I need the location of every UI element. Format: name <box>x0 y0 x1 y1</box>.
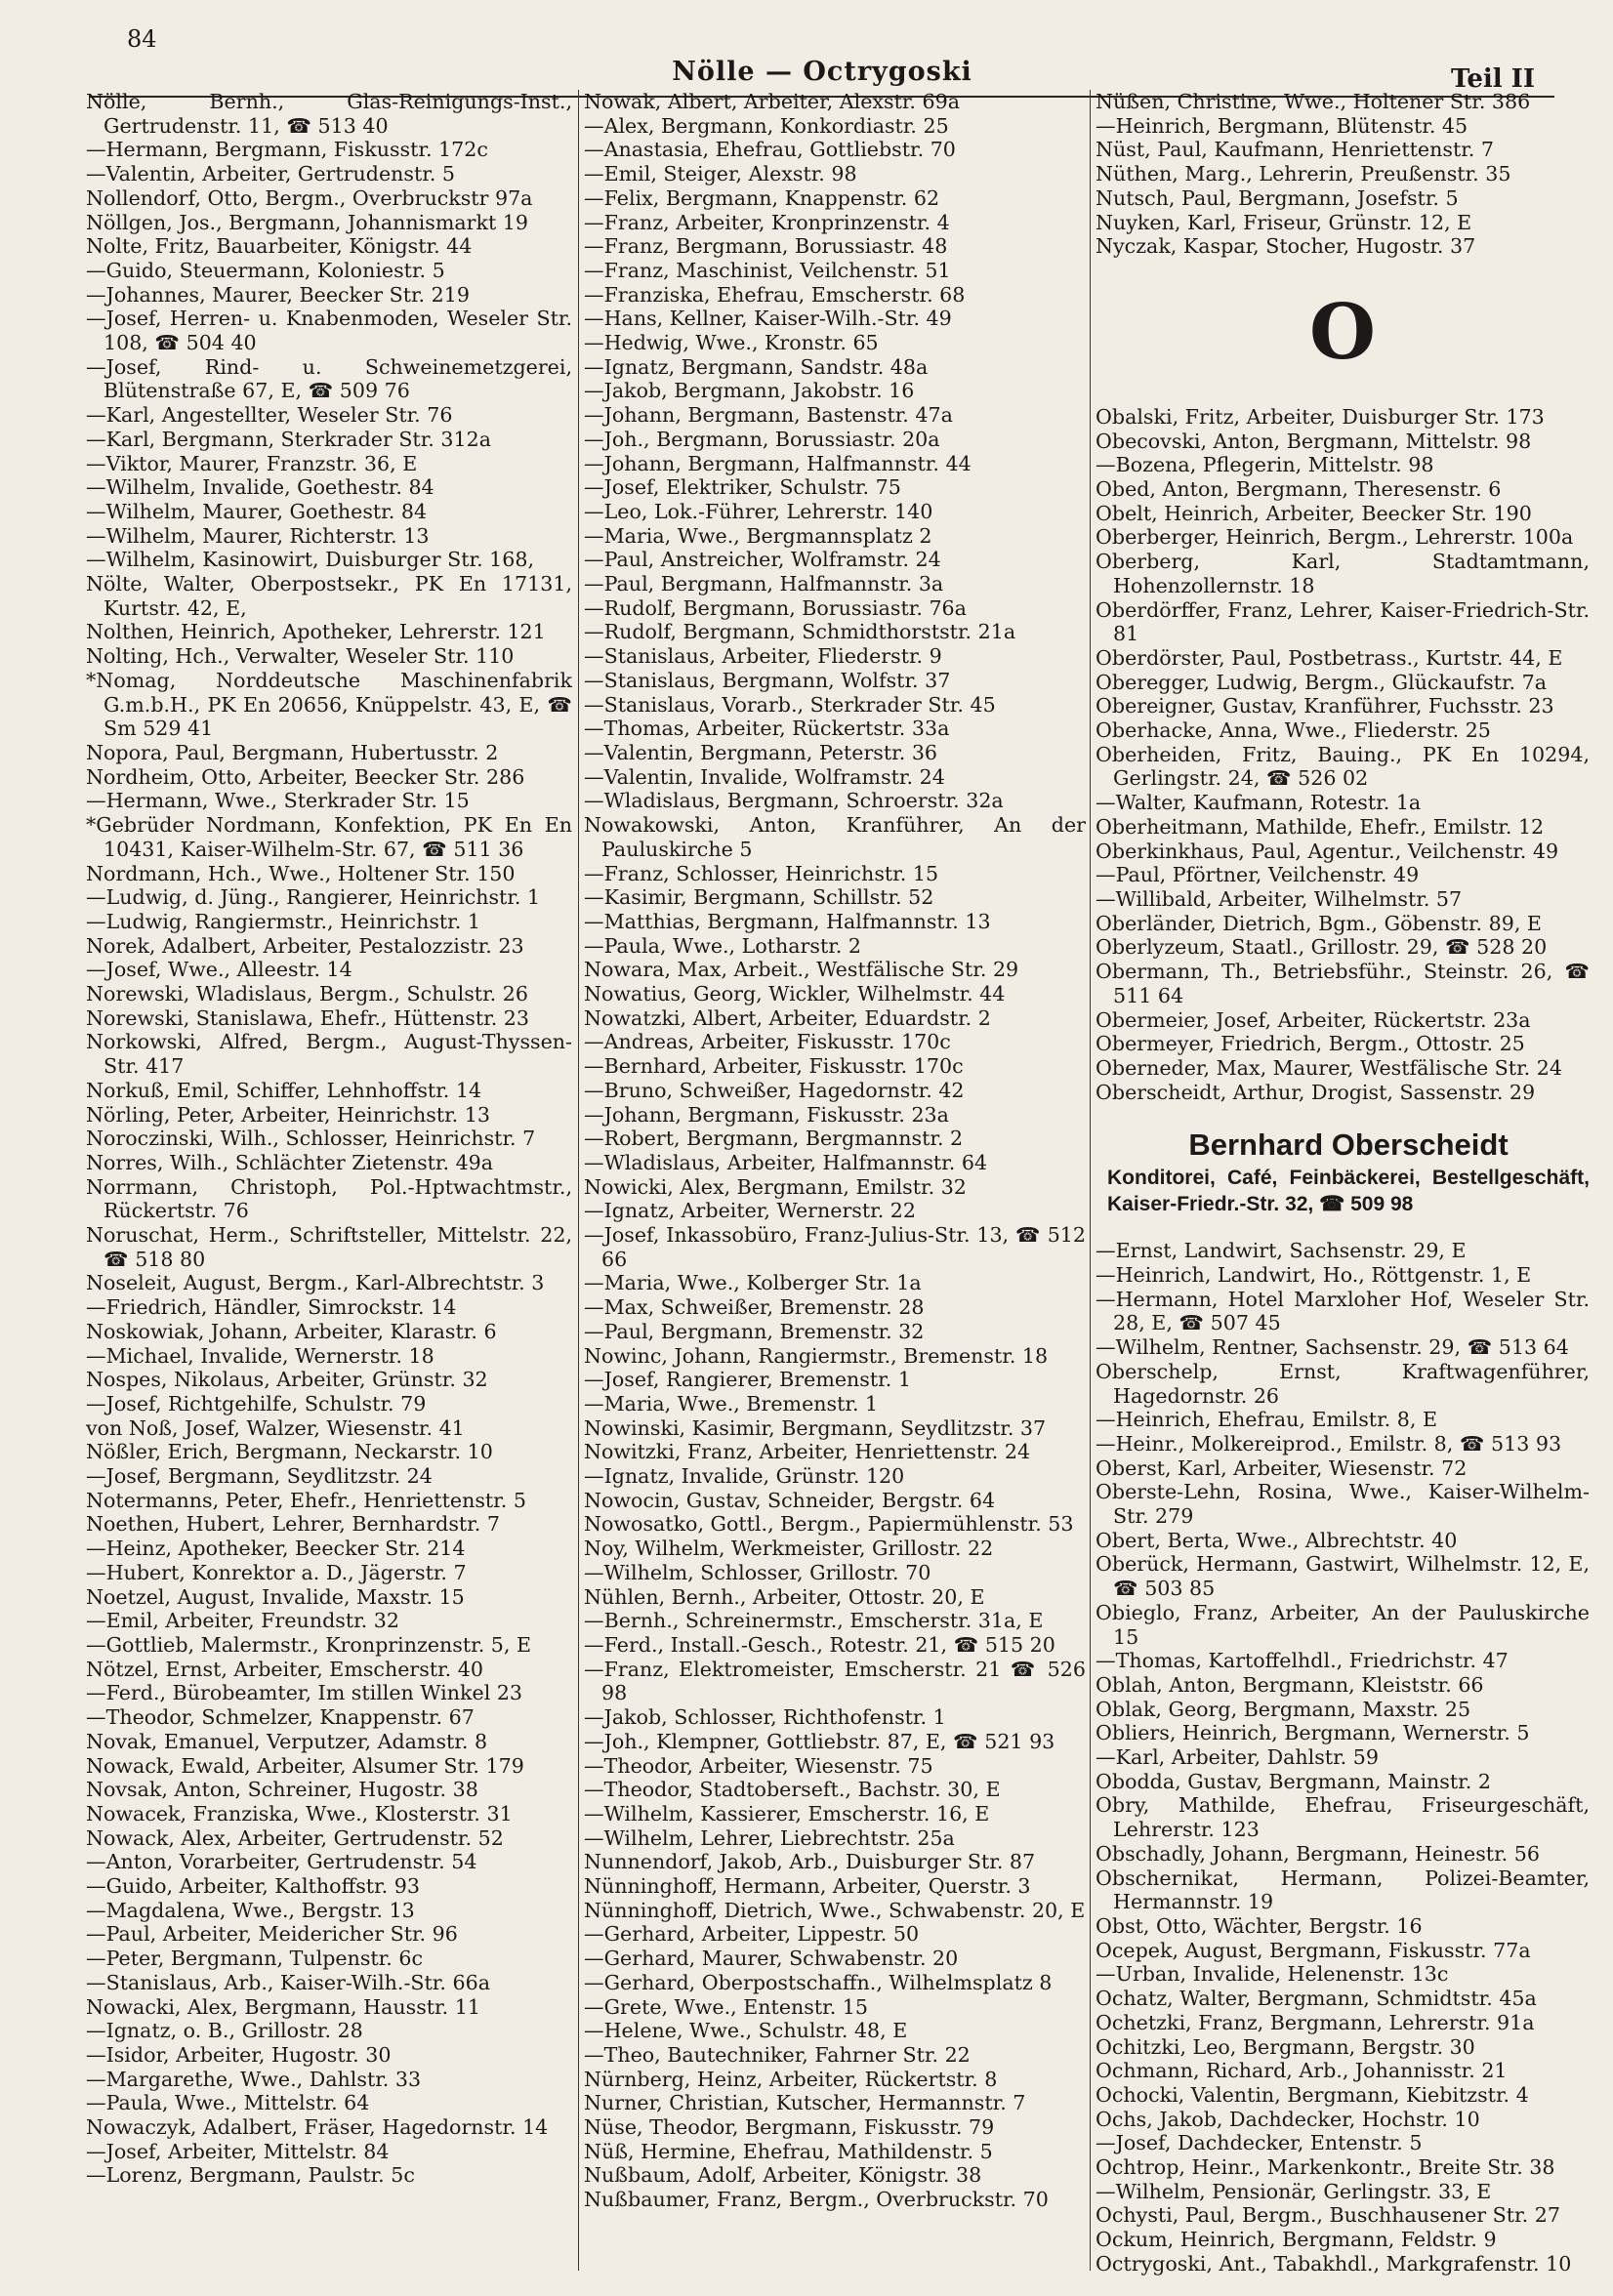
directory-entry: Ochatz, Walter, Bergmann, Schmidtstr. 45a <box>1096 1987 1537 2011</box>
directory-entry: Nutsch, Paul, Bergmann, Josefstr. 5 <box>1096 185 1459 210</box>
directory-entry: —Karl, Arbeiter, Dahlstr. 59 <box>1096 1745 1379 1770</box>
directory-entry: —Ferd., Bürobeamter, Im stillen Winkel 23 <box>86 1681 523 1705</box>
directory-entry: Obermeyer, Friedrich, Bergm., Ottostr. 25 <box>1096 1032 1525 1056</box>
directory-entry: Nußbaum, Adolf, Arbeiter, Königstr. 38 <box>584 2163 982 2188</box>
directory-entry: —Ignatz, Arbeiter, Wernerstr. 22 <box>584 1199 917 1223</box>
directory-entry: Nowinc, Johann, Rangiermstr., Bremenstr. 18 <box>584 1343 1049 1368</box>
directory-entry: —Johann, Bergmann, Fiskusstr. 23a <box>584 1102 949 1127</box>
directory-entry: Oblak, Georg, Bergmann, Maxstr. 25 <box>1096 1697 1471 1721</box>
directory-entry: Oberhacke, Anna, Wwe., Fliederstr. 25 <box>1096 718 1491 743</box>
directory-entry: Nowocin, Gustav, Schneider, Bergstr. 64 <box>584 1488 996 1512</box>
directory-entry: —Anastasia, Ehefrau, Gottliebstr. 70 <box>584 138 956 162</box>
directory-entry: —Bernh., Schreinermstr., Emscherstr. 31a, E <box>584 1609 1044 1633</box>
directory-entry: —Maria, Wwe., Kolberger Str. 1a <box>584 1271 922 1295</box>
directory-entry: Norrmann, Christoph, Pol.-Hptwachtmstr., Rückertstr. 76 <box>86 1174 572 1223</box>
directory-entry: —Valentin, Bergmann, Peterstr. 36 <box>584 740 938 764</box>
directory-entry: Obst, Otto, Wächter, Bergstr. 16 <box>1096 1914 1423 1938</box>
directory-entry: —Franz, Schlosser, Heinrichstr. 15 <box>584 861 939 885</box>
directory-entry: Oberst, Karl, Arbeiter, Wiesenstr. 72 <box>1096 1456 1468 1480</box>
column-2 <box>584 90 1086 2212</box>
directory-entry: Nurner, Christian, Kutscher, Hermannstr. 7 <box>584 2091 1026 2115</box>
directory-entry: —Emil, Arbeiter, Freundstr. 32 <box>86 1609 399 1633</box>
directory-entry: Novak, Emanuel, Verputzer, Adamstr. 8 <box>86 1729 488 1753</box>
directory-entry: —Johann, Bergmann, Bastenstr. 47a <box>584 403 953 428</box>
directory-entry: —Hubert, Konrektor a. D., Jägerstr. 7 <box>86 1560 467 1584</box>
directory-entry: Noy, Wilhelm, Werkmeister, Grillostr. 22 <box>584 1537 994 1561</box>
directory-entry: —Karl, Bergmann, Sterkrader Str. 312a <box>86 427 491 451</box>
directory-entry: —Margarethe, Wwe., Dahlstr. 33 <box>86 2067 422 2091</box>
directory-entry: —Joh., Bergmann, Borussiastr. 20a <box>584 427 940 451</box>
directory-entry: —Josef, Inkassobüro, Franz-Julius-Str. 13, ☎ 512 66 <box>584 1223 1086 1271</box>
directory-entry: Norkowski, Alfred, Bergm., August-Thyssen-Str. 417 <box>86 1030 572 1079</box>
directory-entry: Oblah, Anton, Bergmann, Kleiststr. 66 <box>1096 1672 1484 1697</box>
directory-entry: Obelt, Heinrich, Arbeiter, Beecker Str. 190 <box>1096 501 1532 525</box>
directory-entry: Oberberger, Heinrich, Bergm., Lehrerstr. 100a <box>1096 525 1574 550</box>
directory-entry: —Maria, Wwe., Bremenstr. 1 <box>584 1391 879 1415</box>
directory-entry: —Josef, Bergmann, Seydlitzstr. 24 <box>86 1464 433 1489</box>
directory-entry: —Josef, Elektriker, Schulstr. 75 <box>584 475 901 500</box>
directory-entry: —Wilhelm, Lehrer, Liebrechtstr. 25a <box>584 1825 955 1850</box>
directory-entry: Notermanns, Peter, Ehefr., Henriettenstr. 5 <box>86 1488 526 1512</box>
directory-entry: —Ferd., Install.-Gesch., Rotestr. 21, ☎ 515 20 <box>584 1633 1055 1657</box>
directory-entry: —Ignatz, Bergmann, Sandstr. 48a <box>584 354 929 379</box>
directory-entry: Oberdörffer, Franz, Lehrer, Kaiser-Friedrich-Str. 81 <box>1096 597 1590 646</box>
directory-entry: Ochetzki, Franz, Bergmann, Lehrerstr. 91a <box>1096 2010 1535 2034</box>
directory-entry: —Ludwig, Rangiermstr., Heinrichstr. 1 <box>86 909 480 933</box>
directory-entry: Nowak, Albert, Arbeiter, Alexstr. 69a <box>584 90 961 113</box>
section-letter: O <box>1309 287 1376 377</box>
directory-entry: —Johannes, Maurer, Beecker Str. 219 <box>86 282 470 307</box>
column-divider <box>1090 90 1091 2271</box>
directory-entry: Ochocki, Valentin, Bergmann, Kiebitzstr. 4 <box>1096 2082 1529 2107</box>
directory-entry: —Wilhelm, Schlosser, Grillostr. 70 <box>584 1560 931 1584</box>
directory-entry: —Stanislaus, Vorarb., Sterkrader Str. 45 <box>584 692 996 717</box>
directory-entry: —Paul, Pförtner, Veilchenstr. 49 <box>1096 863 1420 887</box>
directory-entry: —Franziska, Ehefrau, Emscherstr. 68 <box>584 282 966 307</box>
directory-entry: Obschadly, Johann, Bergmann, Heinestr. 56 <box>1096 1841 1540 1866</box>
directory-entry: —Emil, Steiger, Alexstr. 98 <box>584 162 857 186</box>
column-1 <box>86 90 572 2188</box>
directory-entry: Obed, Anton, Bergmann, Theresenstr. 6 <box>1096 477 1502 502</box>
directory-entry: Oberste-Lehn, Rosina, Wwe., Kaiser-Wilhelm-Str. 279 <box>1096 1480 1590 1529</box>
directory-entry: Norewski, Stanislawa, Ehefr., Hüttenstr. 23 <box>86 1005 530 1030</box>
directory-entry: Nölle, Bernh., Glas-Reinigungs-Inst., Gertrudenstr. 11, ☎ 513 40 <box>86 90 572 138</box>
directory-entry: Nowacki, Alex, Bergmann, Hausstr. 11 <box>86 1994 480 2019</box>
directory-entry: Oberheiden, Fritz, Bauing., PK En 10294, Gerlingstr. 24, ☎ 526 02 <box>1096 742 1590 791</box>
directory-entry: —Grete, Wwe., Entenstr. 15 <box>584 1994 868 2019</box>
directory-entry: —Magdalena, Wwe., Bergstr. 13 <box>86 1898 415 1922</box>
directory-entry: —Urban, Invalide, Helenenstr. 13c <box>1096 1962 1449 1987</box>
directory-entry: Norres, Wilh., Schlächter Zietenstr. 49a <box>86 1150 494 1174</box>
directory-entry: Oberländer, Dietrich, Bgm., Göbenstr. 89, E <box>1096 911 1542 935</box>
directory-entry: Oberheitmann, Mathilde, Ehefr., Emilstr. 12 <box>1096 814 1545 839</box>
directory-entry: Nörling, Peter, Arbeiter, Heinrichstr. 13 <box>86 1102 490 1127</box>
directory-entry: —Robert, Bergmann, Bergmannstr. 2 <box>584 1127 964 1151</box>
directory-entry: Oberneder, Max, Maurer, Westfälische Str. 24 <box>1096 1055 1562 1080</box>
directory-entry: Noroczinski, Wilh., Schlosser, Heinrichstr. 7 <box>86 1127 536 1151</box>
directory-entry: —Paul, Bergmann, Bremenstr. 32 <box>584 1319 925 1343</box>
directory-entry: —Gerhard, Oberpostschaffn., Wilhelmsplatz 8 <box>584 1970 1053 1994</box>
directory-entry: —Josef, Wwe., Alleestr. 14 <box>86 958 352 982</box>
directory-entry: —Paula, Wwe., Lotharstr. 2 <box>584 933 861 958</box>
directory-entry: —Stanislaus, Arb., Kaiser-Wilh.-Str. 66a <box>86 1970 490 1994</box>
directory-entry: —Bernhard, Arbeiter, Fiskusstr. 170c <box>584 1054 964 1079</box>
directory-entry: Nolting, Hch., Verwalter, Weseler Str. 110 <box>86 644 515 669</box>
directory-entry: Nowosatko, Gottl., Bergm., Papiermühlenstr. 53 <box>584 1512 1074 1537</box>
directory-entry: —Thomas, Kartoffelhdl., Friedrichstr. 47 <box>1096 1649 1509 1673</box>
directory-entry: Nowara, Max, Arbeit., Westfälische Str. 29 <box>584 958 1019 982</box>
directory-entry: Noruschat, Herm., Schriftsteller, Mittelstr. 22, ☎ 518 80 <box>86 1223 572 1271</box>
directory-entry: Nühlen, Bernh., Arbeiter, Ottostr. 20, E <box>584 1584 985 1609</box>
directory-entry: —Thomas, Arbeiter, Rückertstr. 33a <box>584 717 950 741</box>
directory-entry: —Hans, Kellner, Kaiser-Wilh.-Str. 49 <box>584 307 952 331</box>
column-3-top <box>1096 90 1590 259</box>
directory-entry: —Walter, Kaufmann, Rotestr. 1a <box>1096 791 1422 815</box>
directory-entry: Nowinski, Kasimir, Bergmann, Seydlitzstr. 37 <box>584 1415 1047 1440</box>
directory-entry: Oberberg, Karl, Stadtamtmann, Hohenzollernstr. 18 <box>1096 550 1590 597</box>
page-number: 84 <box>127 25 157 53</box>
directory-entry: —Friedrich, Händler, Simrockstr. 14 <box>86 1295 457 1320</box>
directory-entry: —Josef, Herren- u. Knabenmoden, Weseler Str. 108, ☎ 504 40 <box>86 307 572 355</box>
directory-entry: Nöllgen, Jos., Bergmann, Johannismarkt 19 <box>86 210 528 234</box>
directory-entry: —Gottlieb, Malermstr., Kronprinzenstr. 5, E <box>86 1633 532 1657</box>
directory-entry: —Jakob, Schlosser, Richthofenstr. 1 <box>584 1705 946 1730</box>
directory-entry: Nowack, Alex, Arbeiter, Gertrudenstr. 52 <box>86 1825 504 1850</box>
directory-entry: Nüß, Hermine, Ehefrau, Mathildenstr. 5 <box>584 2139 993 2163</box>
advertisement <box>1107 1126 1590 1217</box>
directory-entry: —Andreas, Arbeiter, Fiskusstr. 170c <box>584 1030 951 1054</box>
directory-entry: —Franz, Bergmann, Borussiastr. 48 <box>584 234 948 259</box>
directory-entry: —Heinrich, Landwirt, Ho., Röttgenstr. 1, E <box>1096 1263 1532 1288</box>
ad-name: Bernhard Oberscheidt <box>1188 1128 1509 1163</box>
directory-entry: —Ignatz, o. B., Grillostr. 28 <box>86 2019 363 2043</box>
directory-entry: Nordheim, Otto, Arbeiter, Beecker Str. 286 <box>86 764 525 789</box>
directory-entry: Nößler, Erich, Bergmann, Neckarstr. 10 <box>86 1440 493 1464</box>
directory-entry: *Gebrüder Nordmann, Konfektion, PK En En 10431, Kaiser-Wilhelm-Str. 67, ☎ 511 36 <box>86 813 572 861</box>
directory-entry: —Jakob, Bergmann, Jakobstr. 16 <box>584 379 915 403</box>
directory-entry: —Franz, Maschinist, Veilchenstr. 51 <box>584 258 951 282</box>
directory-entry: Ochitzki, Leo, Bergmann, Bergstr. 30 <box>1096 2034 1475 2059</box>
directory-entry: —Wilhelm, Invalide, Goethestr. 84 <box>86 475 434 500</box>
directory-entry: Nüse, Theodor, Bergmann, Fiskusstr. 79 <box>584 2115 995 2140</box>
directory-entry: Norkuß, Emil, Schiffer, Lehnhoffstr. 14 <box>86 1078 482 1102</box>
directory-entry: Obschernikat, Hermann, Polizei-Beamter, Hermannstr. 19 <box>1096 1866 1590 1914</box>
directory-entry: —Heinr., Molkereiprod., Emilstr. 8, ☎ 513 93 <box>1096 1431 1562 1456</box>
directory-entry: —Max, Schweißer, Bremenstr. 28 <box>584 1295 925 1320</box>
directory-entry: Nowakowski, Anton, Kranführer, An der Pauluskirche 5 <box>584 813 1086 861</box>
directory-entry: —Karl, Angestellter, Weseler Str. 76 <box>86 403 453 428</box>
ad-text: Konditorei, Café, Feinbäckerei, Bestellgeschäft, Kaiser-Friedr.-Str. 32, ☎ 509 98 <box>1107 1167 1590 1216</box>
directory-entry: Nunnendorf, Jakob, Arb., Duisburger Str. 87 <box>584 1850 1036 1874</box>
directory-entry: Nüst, Paul, Kaufmann, Henriettenstr. 7 <box>1096 138 1494 162</box>
directory-entry: —Josef, Dachdecker, Entenstr. 5 <box>1096 2131 1423 2155</box>
directory-entry: —Peter, Bergmann, Tulpenstr. 6c <box>86 1947 423 1971</box>
directory-entry: —Gerhard, Arbeiter, Lippestr. 50 <box>584 1922 920 1947</box>
directory-entry: —Stanislaus, Bergmann, Wolfstr. 37 <box>584 668 951 692</box>
directory-entry: —Joh., Klempner, Gottliebstr. 87, E, ☎ 521 93 <box>584 1729 1055 1753</box>
directory-entry: —Rudolf, Bergmann, Borussiastr. 76a <box>584 595 967 620</box>
directory-entry: —Wladislaus, Bergmann, Schroerstr. 32a <box>584 789 1004 813</box>
directory-entry: Nowatzki, Albert, Arbeiter, Eduardstr. 2 <box>584 1005 991 1030</box>
directory-entry: Obereigner, Gustav, Kranführer, Fuchsstr. 23 <box>1096 694 1554 718</box>
directory-entry: Nüthen, Marg., Lehrerin, Preußenstr. 35 <box>1096 162 1511 186</box>
directory-entry: Ochmann, Richard, Arb., Johannisstr. 21 <box>1096 2059 1508 2083</box>
column-3-mid <box>1096 405 1590 1104</box>
directory-entry: Nyczak, Kaspar, Stocher, Hugostr. 37 <box>1096 234 1476 259</box>
directory-entry: —Theodor, Arbeiter, Wiesenstr. 75 <box>584 1753 933 1778</box>
directory-entry: Obliers, Heinrich, Bergmann, Wernerstr. 5 <box>1096 1721 1530 1745</box>
directory-entry: —Hedwig, Wwe., Kronstr. 65 <box>584 331 879 355</box>
directory-entry: Obieglo, Franz, Arbeiter, An der Pauluskirche 15 <box>1096 1600 1590 1649</box>
directory-entry: —Hermann, Bergmann, Fiskusstr. 172c <box>86 138 488 162</box>
directory-entry: —Gerhard, Maurer, Schwabenstr. 20 <box>584 1947 959 1971</box>
directory-entry: von Noß, Josef, Walzer, Wiesenstr. 41 <box>86 1415 465 1440</box>
directory-entry: —Ludwig, d. Jüng., Rangierer, Heinrichstr. 1 <box>86 885 541 910</box>
directory-entry: —Michael, Invalide, Wernerstr. 18 <box>86 1343 434 1368</box>
directory-entry: —Paul, Bergmann, Halfmannstr. 3a <box>584 572 944 596</box>
directory-entry: —Ignatz, Invalide, Grünstr. 120 <box>584 1464 905 1489</box>
directory-entry: Obert, Berta, Wwe., Albrechtstr. 40 <box>1096 1528 1458 1552</box>
column-3-bottom <box>1096 1239 1590 2276</box>
directory-entry: Nowack, Ewald, Arbeiter, Alsumer Str. 179 <box>86 1753 524 1778</box>
directory-entry: Ochtrop, Heinr., Markenkontr., Breite Str. 38 <box>1096 2155 1555 2180</box>
directory-entry: —Ernst, Landwirt, Sachsenstr. 29, E <box>1096 1239 1467 1263</box>
directory-entry: —Valentin, Arbeiter, Gertrudenstr. 5 <box>86 162 456 186</box>
directory-entry: —Josef, Rangierer, Bremenstr. 1 <box>584 1368 911 1392</box>
directory-entry: Noetzel, August, Invalide, Maxstr. 15 <box>86 1584 465 1609</box>
directory-entry: Oberück, Hermann, Gastwirt, Wilhelmstr. 12, E, ☎ 503 85 <box>1096 1552 1590 1601</box>
directory-entry: —Stanislaus, Arbeiter, Fliederstr. 9 <box>584 644 942 669</box>
directory-entry: Octrygoski, Ant., Tabakhdl., Markgrafenstr. 10 <box>1096 2251 1572 2276</box>
directory-entry: —Paul, Arbeiter, Meidericher Str. 96 <box>86 1922 458 1947</box>
directory-entry: —Helene, Wwe., Schulstr. 48, E <box>584 2019 908 2043</box>
directory-entry: Nowacek, Franziska, Wwe., Klosterstr. 31 <box>86 1801 513 1825</box>
directory-entry: Obalski, Fritz, Arbeiter, Duisburger Str. 173 <box>1096 404 1545 429</box>
directory-entry: —Wladislaus, Arbeiter, Halfmannstr. 64 <box>584 1150 988 1174</box>
directory-entry: —Guido, Arbeiter, Kalthoffstr. 93 <box>86 1874 420 1899</box>
directory-entry: Nünninghoff, Hermann, Arbeiter, Querstr. 3 <box>584 1874 1031 1899</box>
directory-entry: Oberegger, Ludwig, Bergm., Glückaufstr. 7a <box>1096 670 1548 694</box>
directory-entry: —Theodor, Stadtoberseft., Bachstr. 30, E <box>584 1778 1001 1802</box>
directory-entry: —Leo, Lok.-Führer, Lehrerstr. 140 <box>584 499 933 523</box>
directory-entry: Obermeier, Josef, Arbeiter, Rückertstr. 23a <box>1096 1007 1531 1032</box>
directory-entry: Nolte, Fritz, Bauarbeiter, Königstr. 44 <box>86 234 473 259</box>
directory-entry: Ochysti, Paul, Bergm., Buschhausener Str. 27 <box>1096 2203 1560 2228</box>
directory-entry: Noskowiak, Johann, Arbeiter, Klarastr. 6 <box>86 1319 497 1343</box>
directory-entry: —Hermann, Hotel Marxloher Hof, Weseler Str. 28, E, ☎ 507 45 <box>1096 1287 1590 1335</box>
column-3 <box>1096 90 1590 2276</box>
directory-entry: —Rudolf, Bergmann, Schmidthorststr. 21a <box>584 620 1016 644</box>
directory-entry: Nollendorf, Otto, Bergm., Overbruckstr 97a <box>86 185 533 210</box>
part-label: Teil II <box>1450 64 1535 94</box>
directory-entry: —Paula, Wwe., Mittelstr. 64 <box>86 2091 370 2115</box>
directory-entry: Obermann, Th., Betriebsführ., Steinstr. 26, ☎ 511 64 <box>1096 960 1590 1007</box>
directory-entry: Nürnberg, Heinz, Arbeiter, Rückertstr. 8 <box>584 2067 998 2091</box>
directory-entry: Nußbaumer, Franz, Bergm., Overbruckstr. 70 <box>584 2188 1049 2212</box>
directory-entry: —Matthias, Bergmann, Halfmannstr. 13 <box>584 909 991 933</box>
directory-entry: Ochs, Jakob, Dachdecker, Hochstr. 10 <box>1096 2107 1480 2131</box>
directory-entry: —Anton, Vorarbeiter, Gertrudenstr. 54 <box>86 1850 477 1874</box>
directory-entry: —Lorenz, Bergmann, Paulstr. 5c <box>86 2163 415 2188</box>
directory-entry: —Johann, Bergmann, Halfmannstr. 44 <box>584 451 972 475</box>
directory-entry: —Heinz, Apotheker, Beecker Str. 214 <box>86 1537 466 1561</box>
directory-entry: —Paul, Anstreicher, Wolframstr. 24 <box>584 548 941 572</box>
directory-entry: —Felix, Bergmann, Knappenstr. 62 <box>584 185 940 210</box>
directory-entry: Nüßen, Christine, Wwe., Holtener Str. 386 <box>1096 90 1531 113</box>
directory-entry: —Wilhelm, Pensionär, Gerlingstr. 33, E <box>1096 2179 1492 2203</box>
directory-entry: —Maria, Wwe., Bergmannsplatz 2 <box>584 523 932 548</box>
directory-entry: —Wilhelm, Maurer, Richterstr. 13 <box>86 523 430 548</box>
directory-entry: Noseleit, August, Bergm., Karl-Albrechtstr. 3 <box>86 1271 545 1295</box>
directory-entry: Nowatius, Georg, Wickler, Wilhelmstr. 44 <box>584 982 1006 1006</box>
directory-entry: Nünninghoff, Dietrich, Wwe., Schwabenstr. 20, E <box>584 1898 1086 1922</box>
directory-entry: Oberlyzeum, Staatl., Grillostr. 29, ☎ 528 20 <box>1096 935 1548 960</box>
directory-entry: Obecovski, Anton, Bergmann, Mittelstr. 98 <box>1096 429 1532 453</box>
directory-entry: Nölte, Walter, Oberpostsekr., PK En 17131, Kurtstr. 42, E, <box>86 572 572 620</box>
directory-entry: —Willibald, Arbeiter, Wilhelmstr. 57 <box>1096 886 1463 911</box>
directory-entry: Nospes, Nikolaus, Arbeiter, Grünstr. 32 <box>86 1368 488 1392</box>
directory-entry: —Franz, Arbeiter, Kronprinzenstr. 4 <box>584 210 950 234</box>
directory-entry: —Valentin, Invalide, Wolframstr. 24 <box>584 764 945 789</box>
directory-entry: Nuyken, Karl, Friseur, Grünstr. 12, E <box>1096 210 1472 234</box>
directory-entry: Norewski, Wladislaus, Bergm., Schulstr. 26 <box>86 982 528 1006</box>
directory-entry: Oberschelp, Ernst, Kraftwagenführer, Hagedornstr. 26 <box>1096 1359 1590 1408</box>
directory-entry: —Hermann, Wwe., Sterkrader Str. 15 <box>86 789 470 813</box>
directory-entry: —Isidor, Arbeiter, Hugostr. 30 <box>86 2042 392 2067</box>
directory-entry: Novsak, Anton, Schreiner, Hugostr. 38 <box>86 1778 478 1802</box>
directory-entry: —Wilhelm, Kassierer, Emscherstr. 16, E <box>584 1801 990 1825</box>
directory-entry: —Alex, Bergmann, Konkordiastr. 25 <box>584 113 949 138</box>
directory-entry: *Nomag, Norddeutsche Maschinenfabrik G.m.b.H., PK En 20656, Knüppelstr. 43, E, ☎ Sm 529 41 <box>86 668 572 741</box>
directory-entry: —Josef, Rind- u. Schweinemetzgerei, Blütenstraße 67, E, ☎ 509 76 <box>86 354 572 403</box>
directory-entry: Nötzel, Ernst, Arbeiter, Emscherstr. 40 <box>86 1657 483 1681</box>
directory-entry: —Heinrich, Ehefrau, Emilstr. 8, E <box>1096 1408 1437 1432</box>
directory-entry: Oberkinkhaus, Paul, Agentur., Veilchenstr. 49 <box>1096 839 1559 863</box>
directory-entry: Noethen, Hubert, Lehrer, Bernhardstr. 7 <box>86 1512 500 1537</box>
directory-entry: Obodda, Gustav, Bergmann, Mainstr. 2 <box>1096 1769 1491 1793</box>
directory-entry: —Franz, Elektromeister, Emscherstr. 21 ☎ 526 98 <box>584 1657 1086 1705</box>
directory-entry: —Theo, Bautechniker, Fahrner Str. 22 <box>584 2042 971 2067</box>
directory-entry: —Bruno, Schweißer, Hagedornstr. 42 <box>584 1078 965 1102</box>
directory-entry: —Josef, Arbeiter, Mittelstr. 84 <box>86 2139 390 2163</box>
directory-entry: —Viktor, Maurer, Franzstr. 36, E <box>86 451 418 475</box>
directory-entry: Nowicki, Alex, Bergmann, Emilstr. 32 <box>584 1174 967 1199</box>
directory-entry: Oberdörster, Paul, Postbetrass., Kurtstr. 44, E <box>1096 645 1563 670</box>
directory-entry: Nolthen, Heinrich, Apotheker, Lehrerstr. 121 <box>86 620 546 644</box>
directory-entry: —Wilhelm, Maurer, Goethestr. 84 <box>86 499 428 523</box>
directory-entry: Nowitzki, Franz, Arbeiter, Henriettenstr. 24 <box>584 1440 1031 1464</box>
directory-entry: Ockum, Heinrich, Bergmann, Feldstr. 9 <box>1096 2228 1497 2252</box>
directory-entry: Nopora, Paul, Bergmann, Hubertusstr. 2 <box>86 740 499 764</box>
directory-entry: —Theodor, Schmelzer, Knappenstr. 67 <box>86 1705 475 1730</box>
page-header <box>90 25 1554 94</box>
page-title: Nölle — Octrygoski <box>672 57 972 87</box>
directory-entry: Nordmann, Hch., Wwe., Holtener Str. 150 <box>86 861 516 885</box>
column-divider <box>578 90 579 2271</box>
directory-entry: —Josef, Richtgehilfe, Schulstr. 79 <box>86 1391 427 1415</box>
directory-entry: —Wilhelm, Kasinowirt, Duisburger Str. 168, <box>86 548 535 572</box>
directory-entry: Oberscheidt, Arthur, Drogist, Sassenstr. 29 <box>1096 1080 1536 1104</box>
directory-entry: —Wilhelm, Rentner, Sachsenstr. 29, ☎ 513 64 <box>1096 1335 1569 1360</box>
directory-entry: Obry, Mathilde, Ehefrau, Friseurgeschäft, Lehrerstr. 123 <box>1096 1793 1590 1842</box>
directory-entry: —Kasimir, Bergmann, Schillstr. 52 <box>584 885 934 910</box>
directory-entry: —Heinrich, Bergmann, Blütenstr. 45 <box>1096 113 1468 138</box>
directory-entry: Norek, Adalbert, Arbeiter, Pestalozzistr. 23 <box>86 933 524 958</box>
directory-entry: Nowaczyk, Adalbert, Fräser, Hagedornstr. 14 <box>86 2115 549 2140</box>
directory-entry: —Guido, Steuermann, Koloniestr. 5 <box>86 258 445 282</box>
directory-entry: —Bozena, Pflegerin, Mittelstr. 98 <box>1096 453 1434 477</box>
directory-entry: Ocepek, August, Bergmann, Fiskusstr. 77a <box>1096 1938 1531 1962</box>
